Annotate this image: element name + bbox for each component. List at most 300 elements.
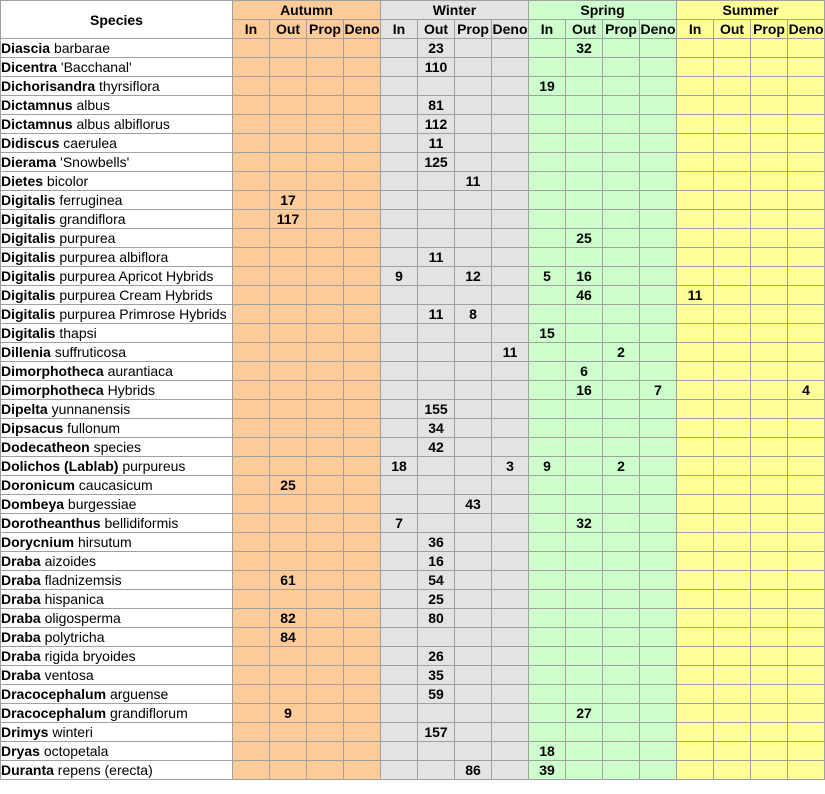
species-epithet: barbarae	[53, 40, 110, 56]
count-cell	[751, 685, 788, 704]
count-cell	[788, 590, 825, 609]
table-row	[1, 590, 825, 609]
count-cell	[640, 742, 677, 761]
table-row	[1, 761, 825, 780]
count-cell	[677, 685, 714, 704]
count-cell: 27	[566, 704, 603, 723]
count-cell	[529, 286, 566, 305]
count-cell	[233, 96, 270, 115]
count-cell: 3	[492, 457, 529, 476]
count-cell	[492, 514, 529, 533]
count-cell	[529, 590, 566, 609]
count-cell	[233, 134, 270, 153]
count-cell	[677, 381, 714, 400]
count-cell	[677, 248, 714, 267]
count-cell	[344, 39, 381, 58]
species-epithet: caucasicum	[78, 477, 153, 493]
genus-name: Dichorisandra	[1, 78, 96, 94]
count-cell	[603, 191, 640, 210]
count-cell	[455, 457, 492, 476]
count-cell	[307, 590, 344, 609]
table-row	[1, 343, 825, 362]
count-cell	[677, 96, 714, 115]
count-cell	[677, 134, 714, 153]
count-cell	[751, 362, 788, 381]
count-cell	[603, 77, 640, 96]
count-cell	[455, 248, 492, 267]
count-cell	[529, 58, 566, 77]
count-cell	[270, 723, 307, 742]
count-cell	[455, 77, 492, 96]
count-cell	[418, 761, 455, 780]
count-cell	[714, 628, 751, 647]
genus-name: Dombeya	[1, 496, 65, 512]
subcolumn-header: Out	[714, 20, 751, 39]
count-cell	[233, 685, 270, 704]
species-name-cell	[1, 58, 233, 77]
count-cell	[640, 58, 677, 77]
count-cell	[714, 305, 751, 324]
count-cell: 61	[270, 571, 307, 590]
count-cell	[381, 381, 418, 400]
count-cell	[344, 419, 381, 438]
species-name-cell	[1, 495, 233, 514]
table-row	[1, 381, 825, 400]
count-cell	[233, 571, 270, 590]
count-cell	[455, 324, 492, 343]
count-cell	[307, 571, 344, 590]
count-cell	[751, 609, 788, 628]
count-cell	[751, 666, 788, 685]
count-cell	[603, 58, 640, 77]
count-cell: 46	[566, 286, 603, 305]
season-header-spring: Spring	[529, 1, 677, 20]
count-cell	[677, 704, 714, 723]
count-cell	[455, 381, 492, 400]
count-cell	[751, 704, 788, 723]
count-cell	[381, 286, 418, 305]
count-cell	[492, 248, 529, 267]
species-epithet: polytricha	[44, 629, 105, 645]
count-cell	[344, 761, 381, 780]
count-cell	[381, 647, 418, 666]
count-cell	[307, 761, 344, 780]
count-cell: 9	[270, 704, 307, 723]
count-cell	[344, 571, 381, 590]
genus-name: Draba	[1, 667, 41, 683]
count-cell	[270, 248, 307, 267]
count-cell	[233, 58, 270, 77]
count-cell	[344, 457, 381, 476]
count-cell	[344, 628, 381, 647]
count-cell	[566, 419, 603, 438]
species-epithet: 'Bacchanal'	[60, 59, 132, 75]
count-cell	[788, 723, 825, 742]
count-cell	[492, 400, 529, 419]
genus-name: Dimorphotheca	[1, 382, 104, 398]
count-cell	[566, 685, 603, 704]
count-cell	[233, 723, 270, 742]
count-cell	[307, 153, 344, 172]
count-cell	[677, 609, 714, 628]
species-epithet: purpurea albiflora	[59, 249, 169, 265]
count-cell	[788, 39, 825, 58]
count-cell	[566, 191, 603, 210]
count-cell	[344, 609, 381, 628]
count-cell	[529, 476, 566, 495]
subcolumn-header: Prop	[751, 20, 788, 39]
count-cell: 39	[529, 761, 566, 780]
count-cell	[307, 476, 344, 495]
count-cell	[381, 609, 418, 628]
count-cell	[751, 419, 788, 438]
count-cell	[381, 248, 418, 267]
count-cell	[640, 514, 677, 533]
count-cell	[751, 229, 788, 248]
count-cell: 7	[381, 514, 418, 533]
count-cell	[455, 533, 492, 552]
count-cell	[529, 609, 566, 628]
count-cell	[344, 267, 381, 286]
count-cell	[529, 381, 566, 400]
count-cell	[751, 324, 788, 343]
count-cell	[270, 419, 307, 438]
count-cell	[566, 628, 603, 647]
count-cell	[603, 419, 640, 438]
count-cell	[566, 609, 603, 628]
count-cell	[233, 286, 270, 305]
count-cell	[381, 324, 418, 343]
count-cell	[788, 305, 825, 324]
count-cell	[603, 609, 640, 628]
species-name-cell	[1, 685, 233, 704]
count-cell	[233, 704, 270, 723]
count-cell	[751, 476, 788, 495]
count-cell	[455, 210, 492, 229]
count-cell	[529, 685, 566, 704]
count-cell	[492, 39, 529, 58]
count-cell	[751, 590, 788, 609]
count-cell	[603, 305, 640, 324]
count-cell	[344, 153, 381, 172]
count-cell	[603, 438, 640, 457]
count-cell	[566, 115, 603, 134]
count-cell: 25	[418, 590, 455, 609]
count-cell	[270, 400, 307, 419]
count-cell	[751, 742, 788, 761]
count-cell	[566, 172, 603, 191]
species-name-cell	[1, 362, 233, 381]
count-cell: 16	[418, 552, 455, 571]
count-cell	[492, 172, 529, 191]
count-cell	[270, 172, 307, 191]
count-cell	[640, 609, 677, 628]
count-cell	[751, 39, 788, 58]
count-cell	[344, 134, 381, 153]
count-cell	[566, 723, 603, 742]
count-cell	[492, 419, 529, 438]
count-cell	[566, 438, 603, 457]
count-cell	[677, 457, 714, 476]
count-cell	[640, 476, 677, 495]
count-cell	[381, 229, 418, 248]
count-cell	[233, 153, 270, 172]
count-cell	[677, 742, 714, 761]
count-cell	[492, 628, 529, 647]
table-row	[1, 267, 825, 286]
count-cell	[714, 58, 751, 77]
count-cell	[788, 362, 825, 381]
count-cell	[529, 723, 566, 742]
count-cell: 35	[418, 666, 455, 685]
species-epithet: caerulea	[63, 135, 117, 151]
species-epithet: purpurea Cream Hybrids	[59, 287, 213, 303]
count-cell	[714, 685, 751, 704]
species-epithet: fladnizemsis	[44, 572, 122, 588]
count-cell	[566, 457, 603, 476]
count-cell	[640, 229, 677, 248]
species-epithet: thapsi	[59, 325, 97, 341]
count-cell	[233, 115, 270, 134]
count-cell	[418, 495, 455, 514]
count-cell	[677, 628, 714, 647]
count-cell	[529, 495, 566, 514]
count-cell	[677, 552, 714, 571]
species-epithet: bellidiformis	[104, 515, 179, 531]
species-epithet: aurantiaca	[107, 363, 173, 379]
count-cell	[307, 305, 344, 324]
count-cell	[751, 514, 788, 533]
count-cell: 11	[492, 343, 529, 362]
genus-name: Dracocephalum	[1, 705, 107, 721]
count-cell	[418, 381, 455, 400]
count-cell: 26	[418, 647, 455, 666]
count-cell	[233, 305, 270, 324]
count-cell	[233, 343, 270, 362]
count-cell	[640, 571, 677, 590]
count-cell	[492, 533, 529, 552]
count-cell: 9	[381, 267, 418, 286]
table-row	[1, 723, 825, 742]
count-cell	[270, 134, 307, 153]
count-cell	[603, 723, 640, 742]
count-cell	[677, 172, 714, 191]
count-cell	[640, 153, 677, 172]
table-row	[1, 419, 825, 438]
count-cell	[307, 362, 344, 381]
genus-name: Digitalis	[1, 192, 56, 208]
count-cell	[455, 39, 492, 58]
subcolumn-header: In	[233, 20, 270, 39]
table-row	[1, 704, 825, 723]
count-cell	[788, 666, 825, 685]
count-cell	[529, 134, 566, 153]
count-cell	[751, 134, 788, 153]
table-row	[1, 153, 825, 172]
count-cell	[603, 761, 640, 780]
count-cell	[418, 172, 455, 191]
count-cell	[344, 77, 381, 96]
count-cell	[529, 191, 566, 210]
count-cell	[492, 761, 529, 780]
genus-name: Dierama	[1, 154, 57, 170]
table-row	[1, 628, 825, 647]
count-cell: 16	[566, 381, 603, 400]
count-cell	[418, 286, 455, 305]
table-row	[1, 742, 825, 761]
count-cell: 43	[455, 495, 492, 514]
count-cell: 11	[418, 248, 455, 267]
species-epithet: purpureus	[122, 458, 186, 474]
species-epithet: Hybrids	[107, 382, 156, 398]
table-row	[1, 210, 825, 229]
count-cell	[492, 229, 529, 248]
species-epithet: repens (erecta)	[57, 762, 153, 778]
count-cell	[566, 324, 603, 343]
genus-name: Duranta	[1, 762, 54, 778]
count-cell	[714, 267, 751, 286]
count-cell	[677, 229, 714, 248]
count-cell	[529, 628, 566, 647]
subcolumn-header: In	[529, 20, 566, 39]
season-header-summer: Summer	[677, 1, 825, 20]
species-name-cell	[1, 324, 233, 343]
count-cell	[640, 248, 677, 267]
count-cell	[714, 723, 751, 742]
count-cell	[714, 324, 751, 343]
count-cell	[529, 210, 566, 229]
species-name-cell	[1, 761, 233, 780]
species-name-cell	[1, 305, 233, 324]
subcolumn-header: Prop	[307, 20, 344, 39]
genus-name: Draba	[1, 591, 41, 607]
count-cell	[492, 77, 529, 96]
count-cell	[307, 685, 344, 704]
genus-name: Diascia	[1, 40, 51, 56]
count-cell	[307, 286, 344, 305]
count-cell	[344, 229, 381, 248]
count-cell	[344, 286, 381, 305]
species-name-cell	[1, 742, 233, 761]
table-row	[1, 609, 825, 628]
count-cell	[233, 210, 270, 229]
species-name-cell	[1, 77, 233, 96]
table-row	[1, 666, 825, 685]
count-cell	[381, 305, 418, 324]
count-cell	[418, 476, 455, 495]
count-cell	[270, 229, 307, 248]
count-cell	[788, 685, 825, 704]
count-cell: 11	[677, 286, 714, 305]
count-cell	[455, 590, 492, 609]
count-cell	[603, 39, 640, 58]
count-cell	[233, 761, 270, 780]
count-cell	[788, 552, 825, 571]
count-cell	[603, 476, 640, 495]
species-name-cell	[1, 153, 233, 172]
species-name-cell	[1, 647, 233, 666]
count-cell	[233, 229, 270, 248]
count-cell	[640, 77, 677, 96]
count-cell	[492, 210, 529, 229]
count-cell: 15	[529, 324, 566, 343]
species-name-cell	[1, 457, 233, 476]
count-cell	[677, 39, 714, 58]
count-cell	[603, 628, 640, 647]
count-cell	[788, 419, 825, 438]
count-cell: 25	[270, 476, 307, 495]
table-row	[1, 248, 825, 267]
count-cell	[492, 96, 529, 115]
count-cell	[492, 476, 529, 495]
count-cell	[418, 628, 455, 647]
count-cell	[381, 476, 418, 495]
species-epithet: fullonum	[67, 420, 121, 436]
count-cell	[677, 438, 714, 457]
count-cell	[307, 191, 344, 210]
count-cell: 8	[455, 305, 492, 324]
count-cell	[455, 552, 492, 571]
count-cell	[344, 666, 381, 685]
count-cell	[529, 419, 566, 438]
count-cell	[307, 533, 344, 552]
count-cell	[270, 115, 307, 134]
count-cell	[307, 248, 344, 267]
count-cell	[233, 324, 270, 343]
count-cell: 12	[455, 267, 492, 286]
table-row	[1, 647, 825, 666]
count-cell	[418, 362, 455, 381]
count-cell	[677, 571, 714, 590]
table-row	[1, 134, 825, 153]
count-cell	[344, 647, 381, 666]
count-cell	[307, 438, 344, 457]
count-cell	[529, 514, 566, 533]
count-cell	[677, 343, 714, 362]
count-cell	[418, 704, 455, 723]
count-cell	[344, 685, 381, 704]
count-cell	[788, 172, 825, 191]
count-cell	[603, 400, 640, 419]
count-cell	[640, 647, 677, 666]
count-cell	[640, 533, 677, 552]
count-cell	[640, 305, 677, 324]
count-cell	[788, 742, 825, 761]
count-cell	[270, 761, 307, 780]
count-cell	[233, 590, 270, 609]
season-header-row	[1, 1, 825, 20]
count-cell	[307, 343, 344, 362]
table-row	[1, 438, 825, 457]
count-cell	[751, 400, 788, 419]
count-cell	[603, 229, 640, 248]
subcolumn-header: Deno	[640, 21, 676, 37]
count-cell	[603, 248, 640, 267]
count-cell	[381, 723, 418, 742]
species-name-cell	[1, 229, 233, 248]
count-cell	[270, 438, 307, 457]
genus-name: Dipelta	[1, 401, 48, 417]
table-row	[1, 457, 825, 476]
count-cell	[344, 324, 381, 343]
count-cell	[714, 153, 751, 172]
species-name-cell	[1, 343, 233, 362]
count-cell	[566, 96, 603, 115]
count-cell	[492, 115, 529, 134]
count-cell	[418, 229, 455, 248]
count-cell	[640, 552, 677, 571]
count-cell	[455, 723, 492, 742]
